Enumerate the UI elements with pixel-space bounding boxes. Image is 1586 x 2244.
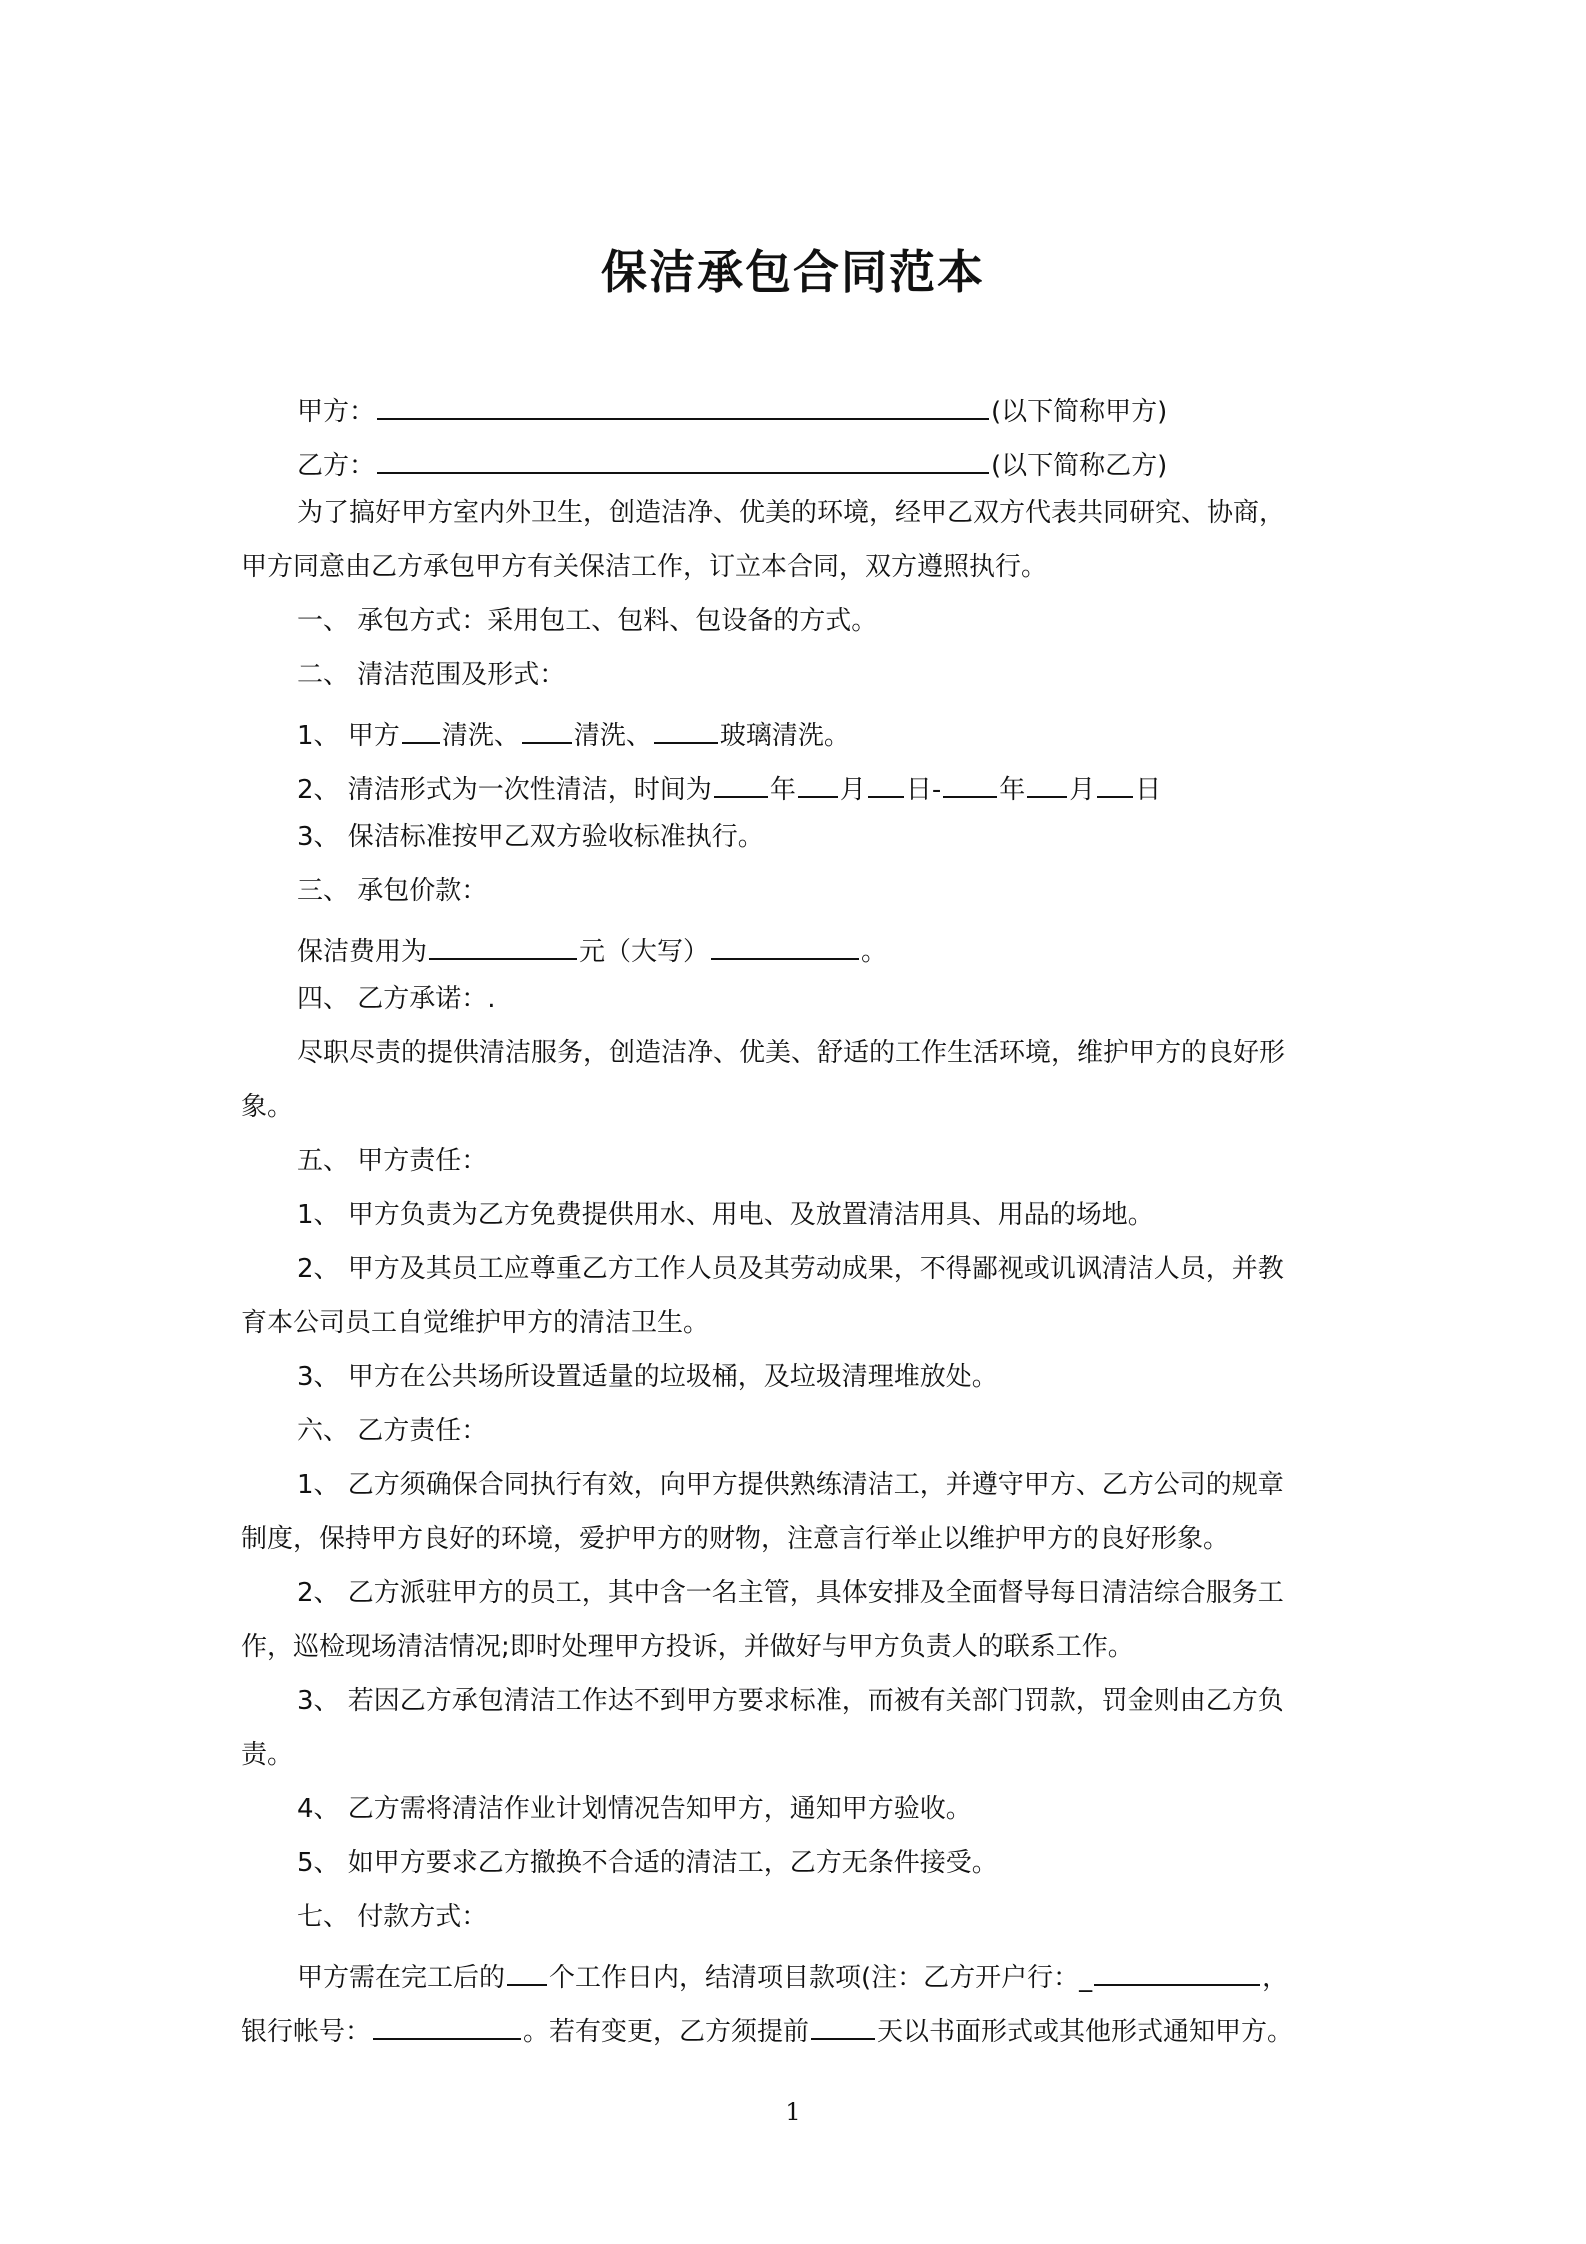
section-2-item-1 xyxy=(297,716,850,749)
text-segment: 日- xyxy=(905,775,942,805)
section-2-item-2 xyxy=(297,770,1161,803)
section-6-item-4: 4、 乙方需将清洁作业计划情况告知甲方，通知甲方验收。 xyxy=(297,1794,972,1824)
section-6-item-1a: 1、 乙方须确保合同执行有效，向甲方提供熟练清洁工，并遵守甲方、乙方公司的规章 xyxy=(297,1470,1284,1500)
page-number: 1 xyxy=(785,2098,801,2126)
text-segment: 天以书面形式或其他形式通知甲方。 xyxy=(877,2017,1294,2047)
blank-field[interactable] xyxy=(654,716,718,744)
section-5-heading: 五、 甲方责任： xyxy=(297,1146,488,1176)
text-segment: 月 xyxy=(839,775,866,805)
notice-days-blank[interactable] xyxy=(811,2012,875,2040)
blank-field[interactable] xyxy=(798,770,838,798)
section-4-line-1: 尽职尽责的提供清洁服务，创造洁净、优美、舒适的工作生活环境，维护甲方的良好形 xyxy=(297,1038,1286,1068)
fee-amount-blank[interactable] xyxy=(429,932,577,960)
text-segment: 个工作日内，结清项目款项(注：乙方开户行：_ xyxy=(549,1963,1093,1993)
account-number-blank[interactable] xyxy=(373,2012,521,2040)
party-a-suffix: (以下简称甲方) xyxy=(991,397,1168,427)
party-a-label: 甲方： xyxy=(297,397,376,427)
document-title: 保洁承包合同范本 xyxy=(601,245,985,299)
party-a-blank[interactable] xyxy=(377,392,989,420)
blank-field[interactable] xyxy=(1027,770,1067,798)
text-segment: 甲方需在完工后的 xyxy=(297,1963,506,1993)
blank-field[interactable] xyxy=(943,770,997,798)
text-segment: 清洗、 xyxy=(441,721,520,751)
party-b-line xyxy=(297,446,1167,479)
text-segment: ， xyxy=(1262,1963,1289,1993)
text-segment: 年 xyxy=(769,775,796,805)
intro-line-1: 为了搞好甲方室内外卫生，创造洁净、优美的环境，经甲乙双方代表共同研究、协商， xyxy=(297,498,1286,528)
text-segment: 。若有变更，乙方须提前 xyxy=(523,2017,810,2047)
section-5-item-2b: 育本公司员工自觉维护甲方的清洁卫生。 xyxy=(241,1308,710,1338)
blank-field[interactable] xyxy=(714,770,768,798)
bank-name-blank[interactable] xyxy=(1094,1958,1260,1986)
fee-uppercase-blank[interactable] xyxy=(711,932,859,960)
workdays-blank[interactable] xyxy=(507,1958,547,1986)
text-segment: 2、 清洁形式为一次性清洁，时间为 xyxy=(297,775,712,805)
section-6-heading: 六、 乙方责任： xyxy=(297,1416,488,1446)
section-3-fee xyxy=(297,932,887,965)
section-2-item-3: 3、 保洁标准按甲乙双方验收标准执行。 xyxy=(297,822,764,852)
section-1: 一、 承包方式：采用包工、包料、包设备的方式。 xyxy=(297,606,878,636)
section-7-line-1 xyxy=(297,1958,1288,1991)
text-segment: 元（大写） xyxy=(579,937,710,967)
section-7-heading: 七、 付款方式： xyxy=(297,1902,488,1932)
text-segment: 银行帐号： xyxy=(241,2017,372,2047)
intro-line-2: 甲方同意由乙方承包甲方有关保洁工作，订立本合同，双方遵照执行。 xyxy=(241,552,1048,582)
section-4-line-2: 象。 xyxy=(241,1092,294,1122)
text-segment: 月 xyxy=(1069,775,1096,805)
section-6-item-2b: 作，巡检现场清洁情况;即时处理甲方投诉，并做好与甲方负责人的联系工作。 xyxy=(241,1632,1134,1662)
section-6-item-3a: 3、 若因乙方承包清洁工作达不到甲方要求标准，而被有关部门罚款，罚金则由乙方负 xyxy=(297,1686,1284,1716)
section-5-item-2a: 2、 甲方及其员工应尊重乙方工作人员及其劳动成果，不得鄙视或讥讽清洁人员，并教 xyxy=(297,1254,1284,1284)
section-7-line-2 xyxy=(241,2012,1293,2045)
section-2-heading: 二、 清洁范围及形式： xyxy=(297,660,566,690)
section-6-item-2a: 2、 乙方派驻甲方的员工，其中含一名主管，具体安排及全面督导每日清洁综合服务工 xyxy=(297,1578,1284,1608)
section-6-item-5: 5、 如甲方要求乙方撤换不合适的清洁工，乙方无条件接受。 xyxy=(297,1848,998,1878)
blank-field[interactable] xyxy=(522,716,572,744)
text-segment: 玻璃清洗。 xyxy=(719,721,850,751)
section-3-heading: 三、 承包价款： xyxy=(297,876,488,906)
blank-field[interactable] xyxy=(868,770,904,798)
party-b-blank[interactable] xyxy=(377,446,989,474)
section-6-item-1b: 制度，保持甲方良好的环境，爱护甲方的财物，注意言行举止以维护甲方的良好形象。 xyxy=(241,1524,1230,1554)
blank-field[interactable] xyxy=(402,716,440,744)
section-6-item-3b: 责。 xyxy=(241,1740,294,1770)
party-a-line xyxy=(297,392,1167,425)
text-segment: 1、 甲方 xyxy=(297,721,400,751)
section-4-heading: 四、 乙方承诺：. xyxy=(297,984,496,1014)
party-b-suffix: (以下简称乙方) xyxy=(991,451,1168,481)
text-segment: 清洗、 xyxy=(573,721,652,751)
section-5-item-3: 3、 甲方在公共场所设置适量的垃圾桶，及垃圾清理堆放处。 xyxy=(297,1362,998,1392)
section-5-item-1: 1、 甲方负责为乙方免费提供用水、用电、及放置清洁用具、用品的场地。 xyxy=(297,1200,1154,1230)
blank-field[interactable] xyxy=(1097,770,1133,798)
party-b-label: 乙方： xyxy=(297,451,376,481)
text-segment: 保洁费用为 xyxy=(297,937,428,967)
text-segment: 年 xyxy=(999,775,1026,805)
text-segment: 日 xyxy=(1135,775,1162,805)
text-segment: 。 xyxy=(861,937,888,967)
